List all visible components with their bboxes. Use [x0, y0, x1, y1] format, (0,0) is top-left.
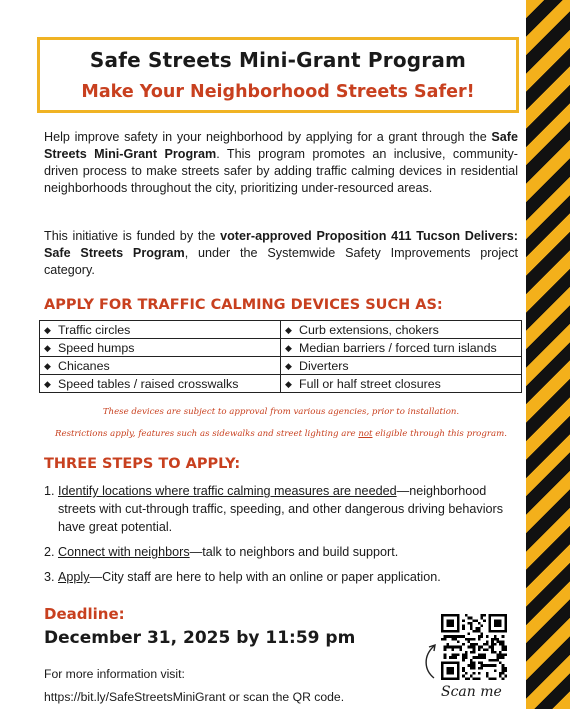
device-item [281, 339, 522, 357]
bullet-icon: ◆ [285, 360, 292, 371]
device-label: Chicanes [58, 358, 110, 373]
bullet-icon: ◆ [44, 342, 51, 353]
bullet-icon: ◆ [44, 378, 51, 389]
step-link[interactable]: Apply [58, 570, 90, 584]
info-url[interactable]: https://bit.ly/SafeStreetsMiniGrant or scan the QR code. [44, 690, 345, 704]
step-item: 2. Connect with neighbors—talk to neighbors and build support. [44, 545, 399, 559]
device-label: Full or half street closures [299, 376, 441, 391]
approval-note: These devices are subject to approval from various agencies, prior to installation. [102, 407, 460, 417]
device-row [40, 375, 522, 393]
device-label: Speed tables / raised crosswalks [58, 376, 239, 391]
steps-heading: THREE STEPS TO APPLY: [44, 456, 241, 472]
devices-heading: APPLY FOR TRAFFIC CALMING DEVICES SUCH AS: [44, 297, 443, 313]
bullet-icon: ◆ [285, 324, 292, 335]
step-item: 3. Apply—City staff are here to help with an online or paper application. [44, 570, 441, 584]
page-subtitle: Make Your Neighborhood Streets Safer! [81, 82, 475, 102]
step-item: 1. Identify locations where traffic calming measures are needed—neighborhood streets with cut-through traffic, speeding, and other dangerous driving behaviors have great potential. [44, 484, 504, 534]
device-row [40, 357, 522, 375]
restrictions-note: Restrictions apply, features such as sidewalks and street lighting are not eligible through this program. [55, 429, 507, 439]
step-link[interactable]: Connect with neighbors [58, 545, 190, 559]
funding-text: This initiative is funded by the [44, 229, 221, 243]
device-label: Diverters [299, 358, 349, 373]
devices-table [39, 320, 522, 393]
intro-paragraph-2 [44, 228, 518, 279]
step-link[interactable]: Identify locations where traffic calming measures are needed [58, 484, 397, 498]
device-label: Speed humps [58, 340, 135, 355]
scan-me-label: Scan me [441, 684, 502, 700]
device-item [281, 321, 522, 339]
device-item [40, 357, 281, 375]
device-label: Traffic circles [58, 322, 131, 337]
more-info-label: For more information visit: [44, 667, 185, 681]
steps-list [44, 482, 514, 593]
caution-stripes [526, 0, 570, 709]
intro-paragraph-1 [44, 129, 518, 197]
bullet-icon: ◆ [285, 342, 292, 353]
proposition-name: voter-approved Proposition 411 Tucson Delivers: Safe Streets Program [44, 229, 518, 260]
device-row [40, 321, 522, 339]
funding-text: , under the Systemwide Safety Improvements project category. [44, 246, 518, 277]
bullet-icon: ◆ [44, 360, 51, 371]
program-name: Safe Streets Mini-Grant Program [44, 130, 518, 161]
intro-text: Help improve safety in your neighborhood by applying for a grant through the [44, 130, 492, 144]
intro-text: . This program promotes an inclusive, community-driven process to make streets safer by adding traffic calming devices in residential neighborhoods throughout the city, prioritizing under-resourced areas. [44, 147, 518, 195]
device-item [40, 375, 281, 393]
device-item [40, 321, 281, 339]
bullet-icon: ◆ [44, 324, 51, 335]
device-item [281, 357, 522, 375]
device-item [281, 375, 522, 393]
device-row [40, 339, 522, 357]
title-box [37, 37, 519, 113]
qr-code-icon[interactable] [441, 614, 507, 680]
deadline-label: Deadline: [44, 605, 125, 623]
device-item [40, 339, 281, 357]
device-label: Curb extensions, chokers [299, 322, 439, 337]
bullet-icon: ◆ [285, 378, 292, 389]
deadline-date: December 31, 2025 by 11:59 pm [44, 628, 356, 648]
device-label: Median barriers / forced turn islands [299, 340, 497, 355]
page-title: Safe Streets Mini-Grant Program [89, 48, 467, 72]
